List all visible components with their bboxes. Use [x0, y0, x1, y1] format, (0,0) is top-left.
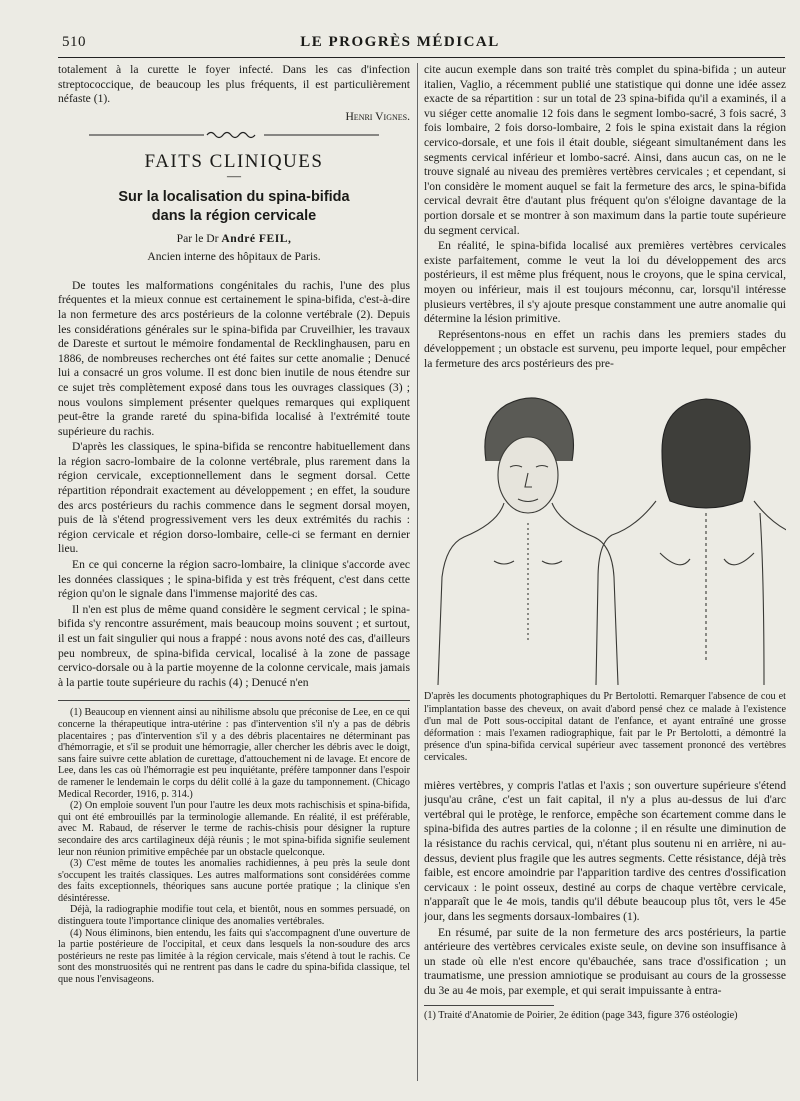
footnote: (3) C'est même de toutes les anomalies rachidiennes, à peu près la seule dont s'occupent les traités classiques. Les autres malformations sont considérées comme des faits exceptionnels, théoriques sans aucune portée pratique ; la clinique s'en désintéresse.: [58, 858, 410, 904]
figure-caption: [424, 691, 786, 764]
body-paragraph: cite aucun exemple dans son traité très complet du spina-bifida ; un auteur italien, Vaglio, a récemment publié une statistique qui donne une idée assez exacte de sa répartition : sur un total de 23 spina-bifida qu'il a examinés, il a vu siéger cette anomalie 12 fois dans le segment lombo-sacré, 3 fois sacré, 3 fois lombaire, 2 fois dorso-lombaire, 2 fois le spina existait dans la région cervico-dorsale, et une fois il était double, siégeant simultanément dans les segments cervical inférieur et lombo-sacré. Ainsi, dans aucun cas, on ne le trouve signalé au niveau des premières vertèbres cervicales ; et cependant, si l'on considère le moment auquel se fait la fermeture des arcs, le spina-bifida cervical devrait être d'autant plus fréquent qu'on s'éloigne davantage de la portion dorsale et se montrer à son maximum dans la partie toute supérieure du segment cervical.: [424, 63, 786, 237]
patient-front-and-back-drawing: [424, 383, 786, 685]
body-paragraph: En ce qui concerne la région sacro-lombaire, la clinique s'accorde avec les données classiques ; le spina-bifida y est très fréquent, c'est dans cette région qu'on le signale dans l'immense majorité des cas.: [58, 558, 410, 601]
article-title: [58, 188, 410, 226]
body-paragraph: Il n'en est plus de même quand considère le segment cervical ; le spina-bifida s'y rencontre assurément, mais beaucoup moins souvent ; et surtout, il est un fait singulier qui nous a frappé : nous avons noté des cas, d'ailleurs peu nombreux, de spina-bifida cervical, localisé à la zone de passage cervico-dorsale ou à la partie moyenne de la colonne cervicale, mais jamais à la partie toute supérieure du rachis (4) ; Denucé n'en: [58, 602, 410, 689]
footnote-rule: [424, 1005, 554, 1006]
header-rule: [58, 57, 785, 58]
footnotes: [58, 707, 410, 985]
body-paragraph: D'après les classiques, le spina-bifida se rencontre habituellement dans la région sacro-lombaire de la colonne vertébrale, plus rarement dans la région cervicale, exceptionnellement dans le segment dorsal. Cette répartition répondrait exactement au développement ; en effet, la soudure des arcs postérieurs du rachis commence dans le segment dorsal moyen, puis de là s'étend progressivement vers les deux extrémités du rachis : région cervicale et région dorso-lombaire, celle-ci se fermant en dernier lieu.: [58, 440, 410, 556]
byline: [58, 232, 410, 247]
left-column: [58, 63, 410, 1085]
body-paragraph: En résumé, par suite de la non fermeture des arcs postérieurs, la partie antérieure des vertèbres cervicales existe seule, on devine son insuffisance à un stade où elle n'est encore qu'ébauchée, sans trace d'ossification ; un traumatisme, une pression amniotique se produisant au cours de la grossesse du 3e au 4e mois, par exemple, et qui serait impuissante à entra-: [424, 925, 786, 997]
signature-text: Henri Vignes.: [345, 109, 410, 123]
section-ornament: [58, 130, 410, 145]
section-title: FAITS CLINIQUES: [144, 150, 324, 172]
patient-illustration: [424, 383, 786, 685]
footnote: (4) Nous éliminons, bien entendu, les faits qui s'accompagnent d'une ouverture de la partie postérieure de l'occipital, et ceux dans lesquels la non-soudure des arcs postérieurs ne reste pas limitée à la région cervicale, mais s'étend à tout le rachis. Ce sont des monstruosités qui ne rentrent pas dans le cadre du spina-bifida classique, tel que nous l'envisageons.: [58, 927, 410, 986]
body-paragraph: De toutes les malformations congénitales du rachis, l'une des plus fréquentes et la mieux connue est certainement le spina-bifida, c'est-à-dire la non fermeture des arcs postérieurs de la colonne vertébrale (2). Depuis les considérations générales sur le spina-bifida par Cruveilhier, les travaux de Dareste et surtout le mémoire fondamental de Recklinghausen, paru en 1886, de nombreuses recherches ont été faites sur cette anomalie ; Denucé lui a consacré un gros volume. Il est donc bien inutile de nous étendre sur ce sujet très complètement exposé dans tous les ouvrages classiques (3) ; nous voulons simplement présenter quelques remarques qui expliquent peut-être la grande rareté du spina-bifida localisé à l'extrémité toute supérieure du rachis.: [58, 278, 410, 438]
body-paragraph: Représentons-nous en effet un rachis dans les premiers stades du développement ; un obstacle est survenu, peu importe lequel, pour empêcher la fermeture des arcs postérieurs des pre-: [424, 327, 786, 370]
caption-text: Remarquer l'absence de cou et l'implantation basse des cheveux, on avait d'abord pensé chez ce malade à l'existence d'un mal de Pott sous-occipital datant de l'enfance, et ayant entraîné une grosse déformation : mais l'examen radiographique, fait par le Pr Bertolotti, a démontré la présence d'un spina-bifida cervical supérieur avec tassement prononcé des vertèbres cervicales.: [424, 691, 786, 764]
column-rule: [417, 63, 418, 1081]
author-affiliation: Ancien interne des hôpitaux de Paris.: [147, 250, 321, 264]
right-column: [424, 63, 786, 1085]
body-paragraph: En réalité, le spina-bifida localisé aux premières vertèbres cervicales existe parfaitement, comme le veut la loi du développement des arcs postérieurs, il est même plus fréquent, nous le croyons, que le spina cervical, moyen ou inférieur, mais il est toujours méconnu, car, lorsqu'il intéresse plusieurs vertèbres, il s'y ajoute presque constamment une autre anomalie qui détermine la lésion primitive.: [424, 239, 786, 326]
body-paragraph: mières vertèbres, y compris l'atlas et l'axis ; son ouverture supérieure s'étend jusqu'au crâne, c'est un fait capital, il n'y a plus au-dessus de lui d'arc vertébral qui le protège, le renforce, empêche son écartement comme dans le spina-bifida des autres parties de la colonne ; il en résulte une diminution de la résistance du rachis cervical, qui, n'étant plus soutenu ni en arrière, ni au-dessus, devient plus fragile que les autres segments. Cette résistance, déjà très faible, est encore amoindrie par l'apparition tardive des centres d'ossification cervicaux : le point osseux, destiné au corps de chaque vertèbre cervicale, n'apparaît que le 4e mois, tandis qu'il débute beaucoup plus tôt, vers le 45e jour, dans les segments dorsaux-lombaires (1).: [424, 778, 786, 924]
previous-article-tail: totalement à la curette le foyer infecté. Dans les cas d'infection streptococcique, de beaucoup les plus fréquents, il est particulièrement néfaste (1).: [58, 63, 410, 106]
running-head: LE PROGRÈS MÉDICAL: [300, 34, 500, 50]
caption-source: D'après les documents photographiques du Pr Bertolotti.: [424, 691, 658, 703]
page-number: 510: [62, 34, 86, 50]
author-signature: [58, 110, 410, 125]
front-view-figure: [438, 398, 618, 685]
article-title-line-2: dans la région cervicale: [151, 207, 317, 224]
footnote: (1) Beaucoup en viennent ainsi au nihilisme absolu que préconise de Lee, en ce qui concerne la thérapeutique intra-utérine : pas d'intervention s'il n'y a pas de débris placentaires ; pas d'intervention s'il y a des débris placentaires ne déterminant pas d'hémorragie, et s'il se produit une hémorragie, aller chercher les débris avec le doigt, sans faire suivre cette ablation de curettage, d'attouchement ni de lavage. Et encore de Lee, dans les cas où l'hémorragie est peu inquiétante, préfère tamponner dans l'espoir de ramener le lendemain le corps du délit collé à la gaze du tamponnement. (Chicago Medical Recorder, 1916, p. 314.): [58, 707, 410, 800]
footnote-rule: [58, 700, 410, 701]
footnote: Déjà, la radiographie modifie tout cela, et bientôt, nous en sommes persuadé, on distinguera toute l'importance clinique des anomalies vertébrales.: [58, 904, 410, 928]
article-title-line-1: Sur la localisation du spina-bifida: [118, 188, 350, 205]
section-dash: —: [227, 168, 241, 184]
byline-prefix: Par le Dr: [176, 231, 219, 245]
footnote: (1) Traité d'Anatomie de Poirier, 2e édition (page 343, figure 376 ostéologie): [424, 1009, 738, 1021]
footnote: (2) On emploie souvent l'un pour l'autre les deux mots rachischisis et spina-bifida, qui ont été embrouillés par la terminologie allemande. En réalité, il est préférable, avec M. Rabaud, de réserver le terme de rachis-chisis pour désigner la rupture secondaire des arcs cartilagineux déjà réunis ; le mot spina-bifida signifie seulement leur non réunion primitive empêchée par un obstacle quelconque.: [58, 800, 410, 858]
back-view-figure: [596, 399, 786, 685]
author-name: André FEIL,: [221, 231, 292, 245]
